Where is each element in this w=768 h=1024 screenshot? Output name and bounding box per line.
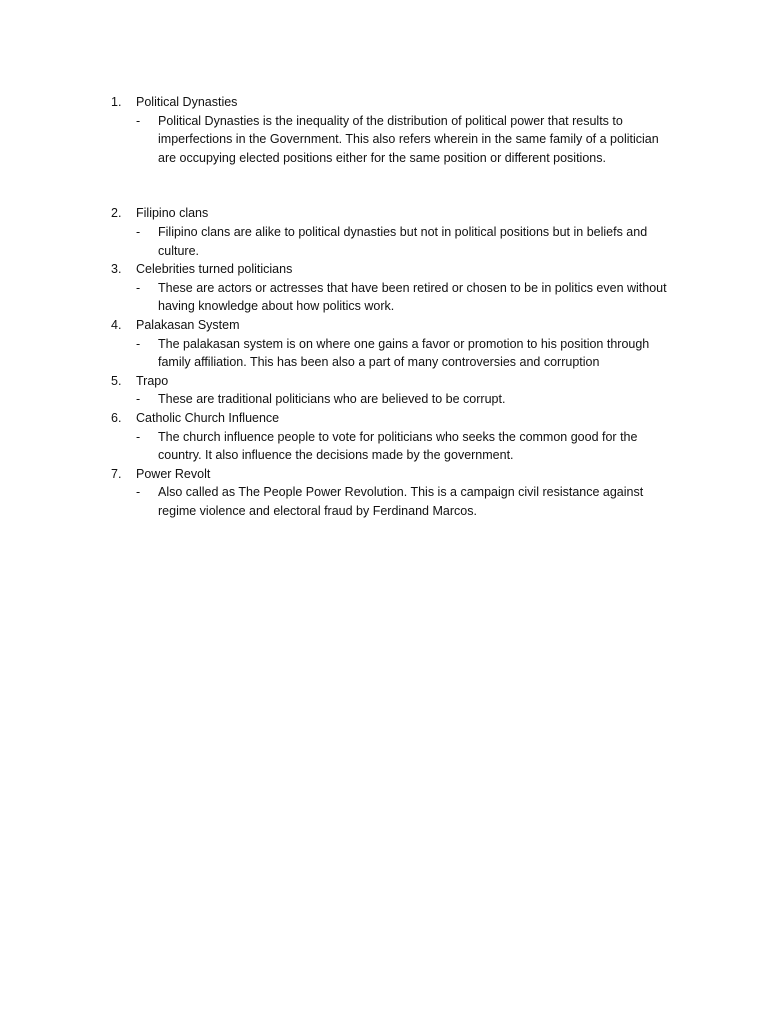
dash-bullet: - (136, 113, 141, 128)
item-description: Filipino clans are alike to political dynasties but not in political positions but in beliefs and culture. (158, 224, 648, 258)
list-item (0, 93, 768, 167)
item-description: The palakasan system is on where one gains a favor or promotion to his position through family affiliation. This has been also a part of many controversies and corruption (158, 336, 650, 370)
item-description: These are traditional politicians who are believed to be corrupt. (158, 392, 506, 407)
dash-bullet: - (136, 336, 141, 351)
item-number: 3. (111, 262, 122, 277)
spacer (0, 167, 768, 204)
item-detail (0, 390, 768, 409)
dash-bullet: - (136, 392, 141, 407)
list-item (0, 372, 768, 409)
item-number: 6. (111, 410, 122, 425)
list-item (0, 409, 768, 465)
item-number: 1. (111, 95, 122, 109)
item-number: 2. (111, 206, 122, 221)
item-number: 7. (111, 466, 122, 481)
list-item (0, 465, 768, 521)
item-title: Catholic Church Influence (136, 410, 280, 425)
item-detail (0, 112, 768, 168)
item-title: Palakasan System (136, 317, 240, 332)
item-description: Political Dynasties is the inequality of the distribution of political power that results to imperfections in the Government. This also refers wherein in the same family of a politician are occupying elected positions either for the same position or different positions. (158, 113, 659, 165)
item-detail (0, 279, 768, 316)
item-title: Filipino clans (136, 206, 209, 221)
item-number: 4. (111, 317, 122, 332)
item-description: These are actors or actresses that have been retired or chosen to be in politics even without having knowledge about how politics work. (158, 280, 667, 314)
item-detail (0, 223, 768, 260)
item-title: Trapo (136, 373, 169, 388)
item-title: Political Dynasties (136, 95, 238, 109)
list-item (0, 316, 768, 372)
dash-bullet: - (136, 224, 141, 239)
item-number: 5. (111, 373, 122, 388)
item-description: Also called as The People Power Revolution. This is a campaign civil resistance against regime violence and electoral fraud by Ferdinand Marcos. (158, 485, 644, 518)
item-description: The church influence people to vote for politicians who seeks the common good for the country. It also influence the decisions made by the government. (158, 429, 638, 463)
numbered-list (0, 93, 768, 520)
item-detail (0, 335, 768, 372)
item-detail (0, 483, 768, 520)
dash-bullet: - (136, 429, 141, 444)
item-title: Power Revolt (136, 466, 211, 481)
list-item (0, 204, 768, 260)
list-item (0, 260, 768, 316)
item-detail (0, 428, 768, 465)
dash-bullet: - (136, 485, 141, 500)
dash-bullet: - (136, 280, 141, 295)
item-title: Celebrities turned politicians (136, 262, 293, 277)
